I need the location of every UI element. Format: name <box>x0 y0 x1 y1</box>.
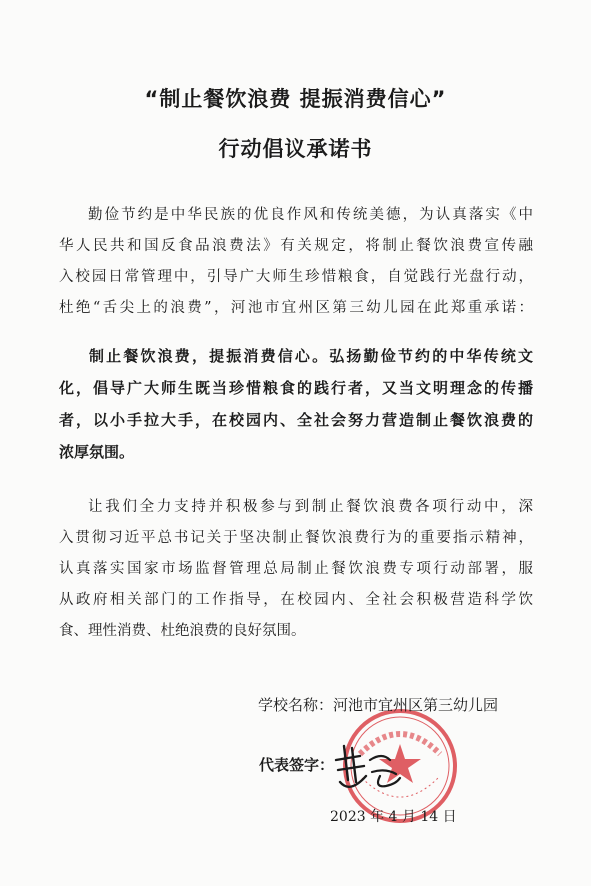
paragraph-3 <box>59 492 533 647</box>
document-title-line2: 行动倡议承诺书 <box>218 137 373 161</box>
paragraph-line: 勤俭节约是中华民族的优良作风和传统美德，为认真落实《中 <box>88 207 533 223</box>
paragraph-line: 入贯彻习近平总书记关于坚决制止餐饮浪费行为的重要指示精神， <box>59 530 533 546</box>
paragraph-line: 食、理性消费、杜绝浪费的良好氛围。 <box>59 623 306 639</box>
handwritten-signature-icon <box>330 738 426 798</box>
document-title-line1: “制止餐饮浪费 提振消费信心” <box>144 87 447 111</box>
school-name-line: 学校名称：河池市宜州区第三幼儿园 <box>258 696 499 714</box>
paragraph-line: 浓厚氛围。 <box>59 443 135 461</box>
date-line: 2023 年 4 月 14 日 <box>330 809 457 825</box>
paragraph-2 <box>59 340 533 468</box>
paragraph-line: 从政府相关部门的工作指导，在校园内、全社会积极营造科学饮 <box>59 592 533 608</box>
paragraph-line: 认真落实国家市场监督管理总局制止餐饮浪费专项行动部署，服 <box>59 561 533 577</box>
paragraph-line: 华人民共和国反食品浪费法》有关规定，将制止餐饮浪费宣传融 <box>59 238 533 254</box>
paragraph-line: 杜绝“舌尖上的浪费”，河池市宜州区第三幼儿园在此郑重承诺： <box>59 300 533 316</box>
paragraph-line: 让我们全力支持并积极参与到制止餐饮浪费各项行动中，深 <box>88 499 533 515</box>
paragraph-line: 化，倡导广大师生既当珍惜粮食的践行者，又当文明理念的传播 <box>59 379 533 397</box>
paragraph-line: 入校园日常管理中，引导广大师生珍惜粮食，自觉践行光盘行动， <box>59 269 533 285</box>
paragraph-1 <box>59 200 533 324</box>
paragraph-line: 制止餐饮浪费，提振消费信心。弘扬勤俭节约的中华传统文 <box>89 347 533 365</box>
paragraph-line: 者，以小手拉大手，在校园内、全社会努力营造制止餐饮浪费的 <box>59 411 533 429</box>
representative-signature-label: 代表签字： <box>259 756 335 774</box>
